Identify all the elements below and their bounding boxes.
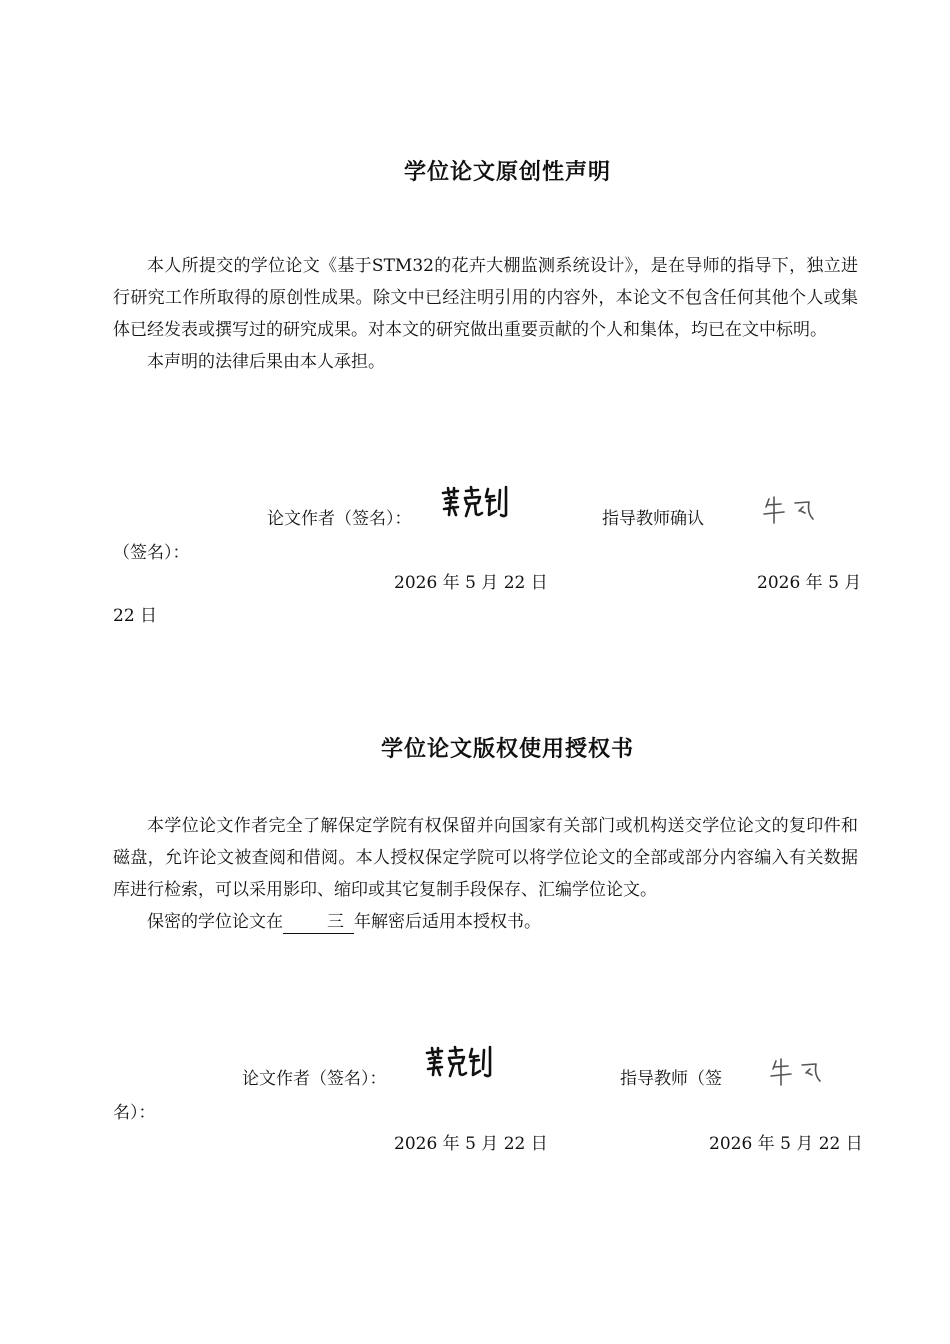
author-signature-image	[440, 485, 510, 521]
confidential-prefix: 保密的学位论文在	[147, 912, 283, 932]
advisor-date-2: 2026 年 5 月 22 日	[709, 1134, 863, 1154]
author-signature-label: 论文作者（签名）：	[267, 509, 412, 529]
declassify-years: 三	[283, 911, 354, 934]
author-date-2: 2026 年 5 月 22 日	[394, 1134, 548, 1154]
declaration-body	[113, 250, 858, 378]
author-date: 2026 年 5 月 22 日	[394, 573, 548, 593]
advisor-signature-label-2: 指导教师（签	[620, 1069, 722, 1089]
author-signature-image-2	[424, 1045, 494, 1081]
authorization-paragraph: 本学位论文作者完全了解保定学院有权保留并向国家有关部门或机构送交学位论文的复印件和磁盘，允许论文被查阅和借阅。本人授权保定学院可以将学位论文的全部或部分内容编入有关数据库进行检索，可以采用影印、缩印或其它复制手段保存、汇编学位论文。	[113, 816, 858, 900]
confidentiality-statement	[113, 906, 858, 938]
advisor-confirm-label: 指导教师确认	[602, 509, 704, 529]
advisor-date-continued: 22 日	[113, 606, 158, 626]
advisor-label-continued-2: 名）：	[113, 1103, 156, 1123]
declaration-paragraph: 本人所提交的学位论文《基于STM32的花卉大棚监测系统设计》，是在导师的指导下，独立进行研究工作所取得的原创性成果。除文中已经注明引用的内容外，本论文不包含任何其他个人或集体已经发表或撰写过的研究成果。对本文的研究做出重要贡献的个人和集体，均已在文中标明。	[113, 256, 858, 340]
confidential-suffix: 年解密后适用本授权书。	[354, 912, 541, 932]
advisor-signature-image	[763, 495, 819, 527]
author-signature-label-2: 论文作者（签名）：	[242, 1069, 387, 1089]
authorization-title: 学位论文版权使用授权书	[381, 737, 635, 762]
advisor-date: 2026 年 5 月	[757, 573, 862, 593]
declaration-title: 学位论文原创性声明	[404, 160, 612, 185]
authorization-body	[113, 810, 858, 938]
advisor-signature-image-2	[770, 1057, 826, 1089]
legal-statement: 本声明的法律后果由本人承担。	[147, 352, 385, 372]
advisor-label-continued: （签名）：	[113, 543, 190, 563]
